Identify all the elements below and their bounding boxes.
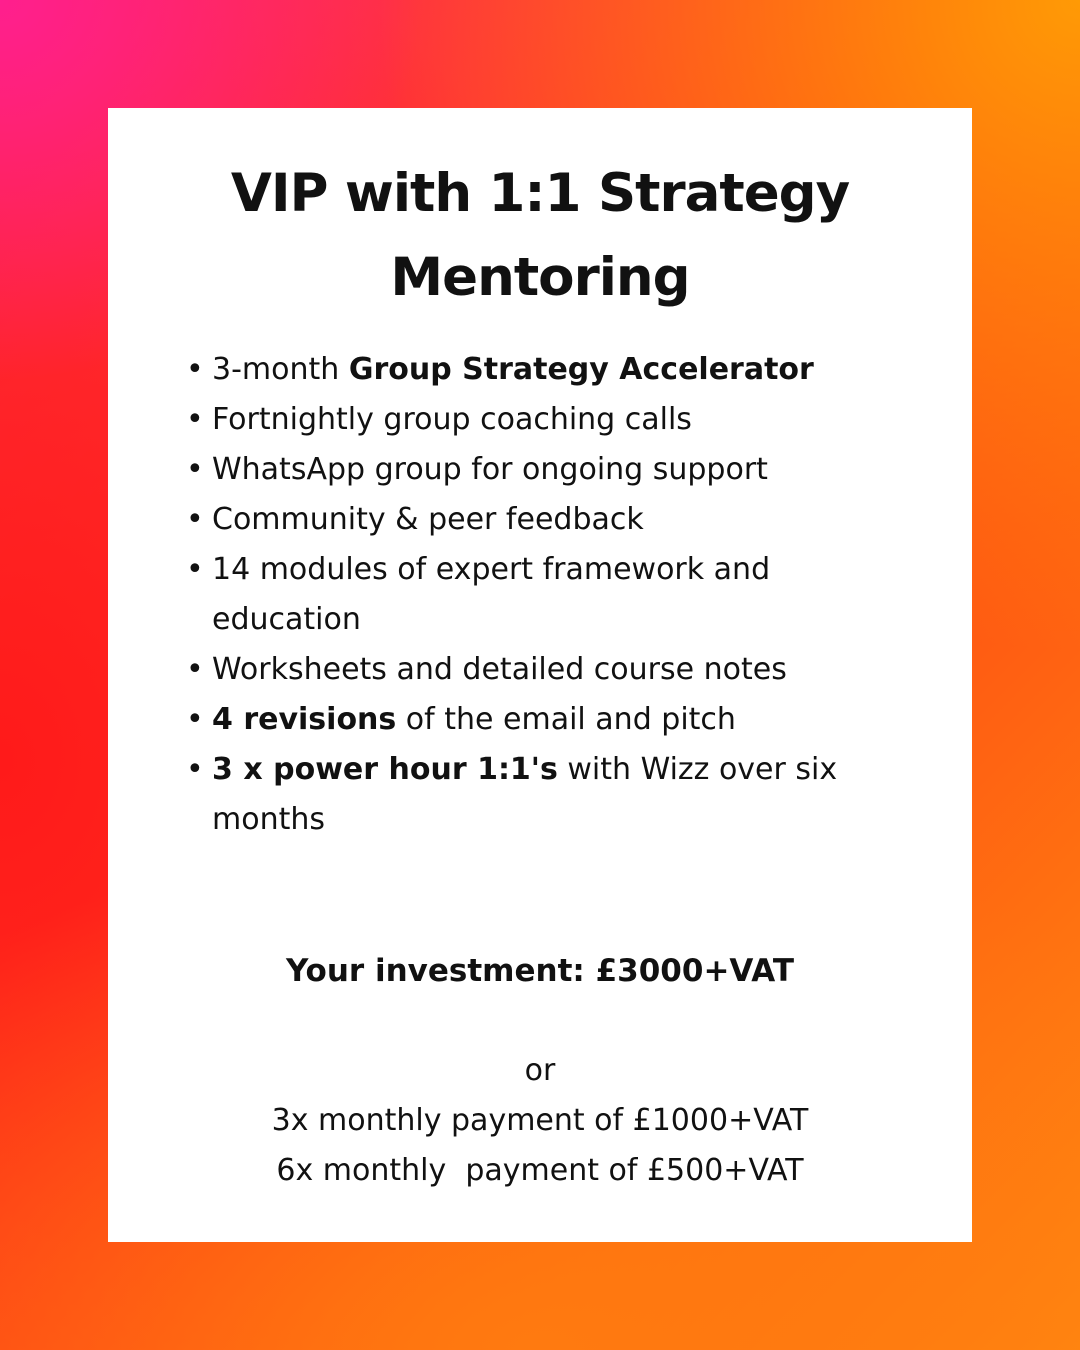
payment-options xyxy=(108,1046,972,1196)
investment-price: Your investment: £3000+VAT xyxy=(285,953,795,989)
feature-text: 14 modules of expert framework and education xyxy=(212,552,771,637)
feature-item xyxy=(186,545,872,645)
feature-text: of the email and pitch xyxy=(396,702,736,737)
payment-option-2: 6x monthly payment of £500+VAT xyxy=(276,1153,804,1188)
feature-bold-text: Group Strategy Accelerator xyxy=(348,352,814,387)
offer-title-line-2: Mentoring xyxy=(390,247,690,308)
feature-item xyxy=(186,445,872,495)
feature-item xyxy=(186,495,872,545)
bullet-icon: • xyxy=(186,502,204,537)
feature-text: WhatsApp group for ongoing support xyxy=(212,452,768,487)
feature-item xyxy=(186,395,872,445)
feature-item xyxy=(186,745,872,845)
feature-text: Fortnightly group coaching calls xyxy=(212,402,692,437)
bullet-icon: • xyxy=(186,702,204,737)
feature-item xyxy=(186,345,872,395)
offer-title xyxy=(108,152,972,320)
feature-text: with Wizz over six months xyxy=(212,752,838,837)
bullet-icon: • xyxy=(186,352,204,387)
payment-option-1: 3x monthly payment of £1000+VAT xyxy=(271,1103,809,1138)
or-separator: or xyxy=(524,1053,556,1088)
offer-card xyxy=(108,108,972,1242)
bullet-icon: • xyxy=(186,552,204,587)
bullet-icon: • xyxy=(186,402,204,437)
feature-list xyxy=(108,345,972,845)
feature-bold-text: 3 x power hour 1:1's xyxy=(212,752,558,787)
bullet-icon: • xyxy=(186,652,204,687)
feature-text: Worksheets and detailed course notes xyxy=(212,652,787,687)
feature-text: 3-month xyxy=(212,352,349,387)
offer-title-line-1: VIP with 1:1 Strategy xyxy=(230,163,850,224)
bullet-icon: • xyxy=(186,452,204,487)
feature-text: Community & peer feedback xyxy=(212,502,644,537)
feature-bold-text: 4 revisions xyxy=(212,702,397,737)
feature-item xyxy=(186,645,872,695)
bullet-icon: • xyxy=(186,752,204,787)
feature-item xyxy=(186,695,872,745)
